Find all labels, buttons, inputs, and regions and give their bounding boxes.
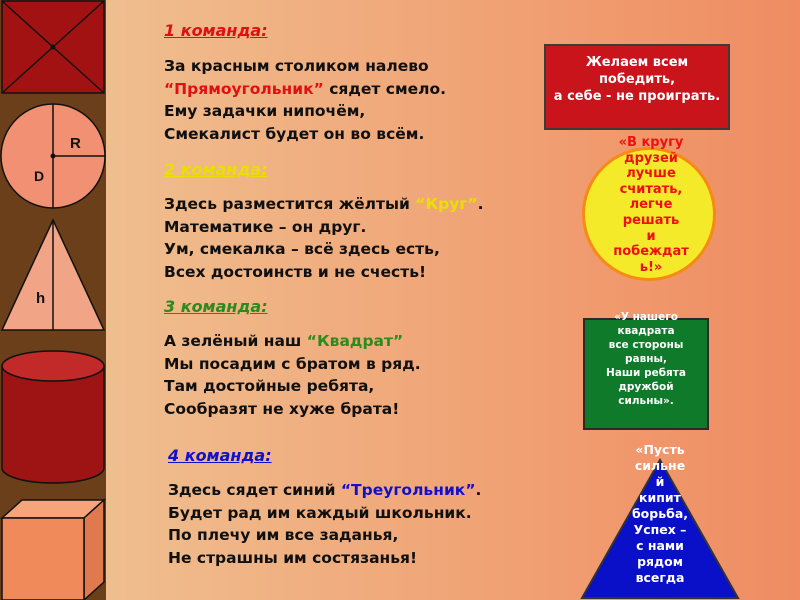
rectangle-word: “Прямоугольник”: [164, 79, 324, 98]
cube-front: [2, 518, 84, 600]
cylinder-top: [2, 351, 104, 381]
circle-motto: «В кругу друзей лучше считать, легче решать и побеждат ь!»: [613, 135, 689, 275]
circle-center-dot: [51, 154, 56, 159]
team-3-line-3: Там достойные ребята,: [164, 377, 375, 395]
team-3-heading: 3 команда:: [164, 297, 268, 316]
square-motto: «У нашего квадрата все стороны равны, Наши ребята дружбой сильны».: [606, 311, 686, 407]
circle-diameter-label: D: [34, 168, 45, 184]
team-2-line-1: Здесь разместится жёлтый “Круг”.: [164, 195, 484, 213]
circle-radius-label: R: [70, 135, 81, 152]
cube-side: [84, 500, 104, 600]
wish-text: Желаем всем победить, а себе - не проиграть.: [553, 55, 721, 104]
triangle-word: “Треугольник”: [340, 481, 476, 499]
team-2-heading: 2 команда:: [164, 160, 268, 179]
cylinder-figure: [2, 366, 104, 483]
team-2-line-2: Математике – он друг.: [164, 217, 367, 236]
square-word: “Квадрат”: [306, 332, 404, 350]
team-3-line-2: Мы посадим с братом в ряд.: [164, 354, 421, 373]
team-1-line-4: Смекалист будет он во всём.: [164, 124, 425, 143]
wish-box: [544, 44, 730, 130]
team-2-line-3: Ум, смекалка – всё здесь есть,: [164, 240, 440, 258]
team-4-line-1: Здесь сядет синий “Треугольник”.: [168, 481, 482, 499]
team-2-line-4: Всех достоинств и не счесть!: [164, 262, 427, 281]
geometry-panel: [0, 0, 106, 600]
triangle-height-label: h: [36, 290, 46, 307]
team-1-line-1: За красным столиком налево: [164, 57, 429, 75]
team-1-verse: [164, 55, 446, 145]
triangle-motto: «Пусть сильне й кипит борьба, Успех – с нами рядом всегда: [631, 442, 689, 585]
team-4-line-2: Будет рад им каждый школьник.: [168, 503, 472, 522]
team-4-line-3: По плечу им все заданья,: [168, 526, 399, 544]
team-1-line-3: Ему задачки нипочём,: [164, 102, 366, 120]
team-3-verse: [164, 330, 421, 420]
team-1-line-2: “Прямоугольник” сядет смело.: [164, 79, 447, 98]
team-4-heading: 4 команда:: [168, 446, 272, 465]
team-3-line-1: А зелёный наш “Квадрат”: [164, 332, 404, 350]
team-1-heading: 1 команда:: [164, 21, 268, 40]
team-4-verse: [168, 479, 481, 569]
team-2-verse: [164, 193, 484, 283]
circle-word: “Круг”: [415, 195, 478, 213]
team-4-line-4: Не страшны им состязанья!: [168, 548, 418, 567]
team-3-line-4: Сообразят не хуже брата!: [164, 399, 400, 418]
rectangle-center-dot: [51, 45, 56, 50]
